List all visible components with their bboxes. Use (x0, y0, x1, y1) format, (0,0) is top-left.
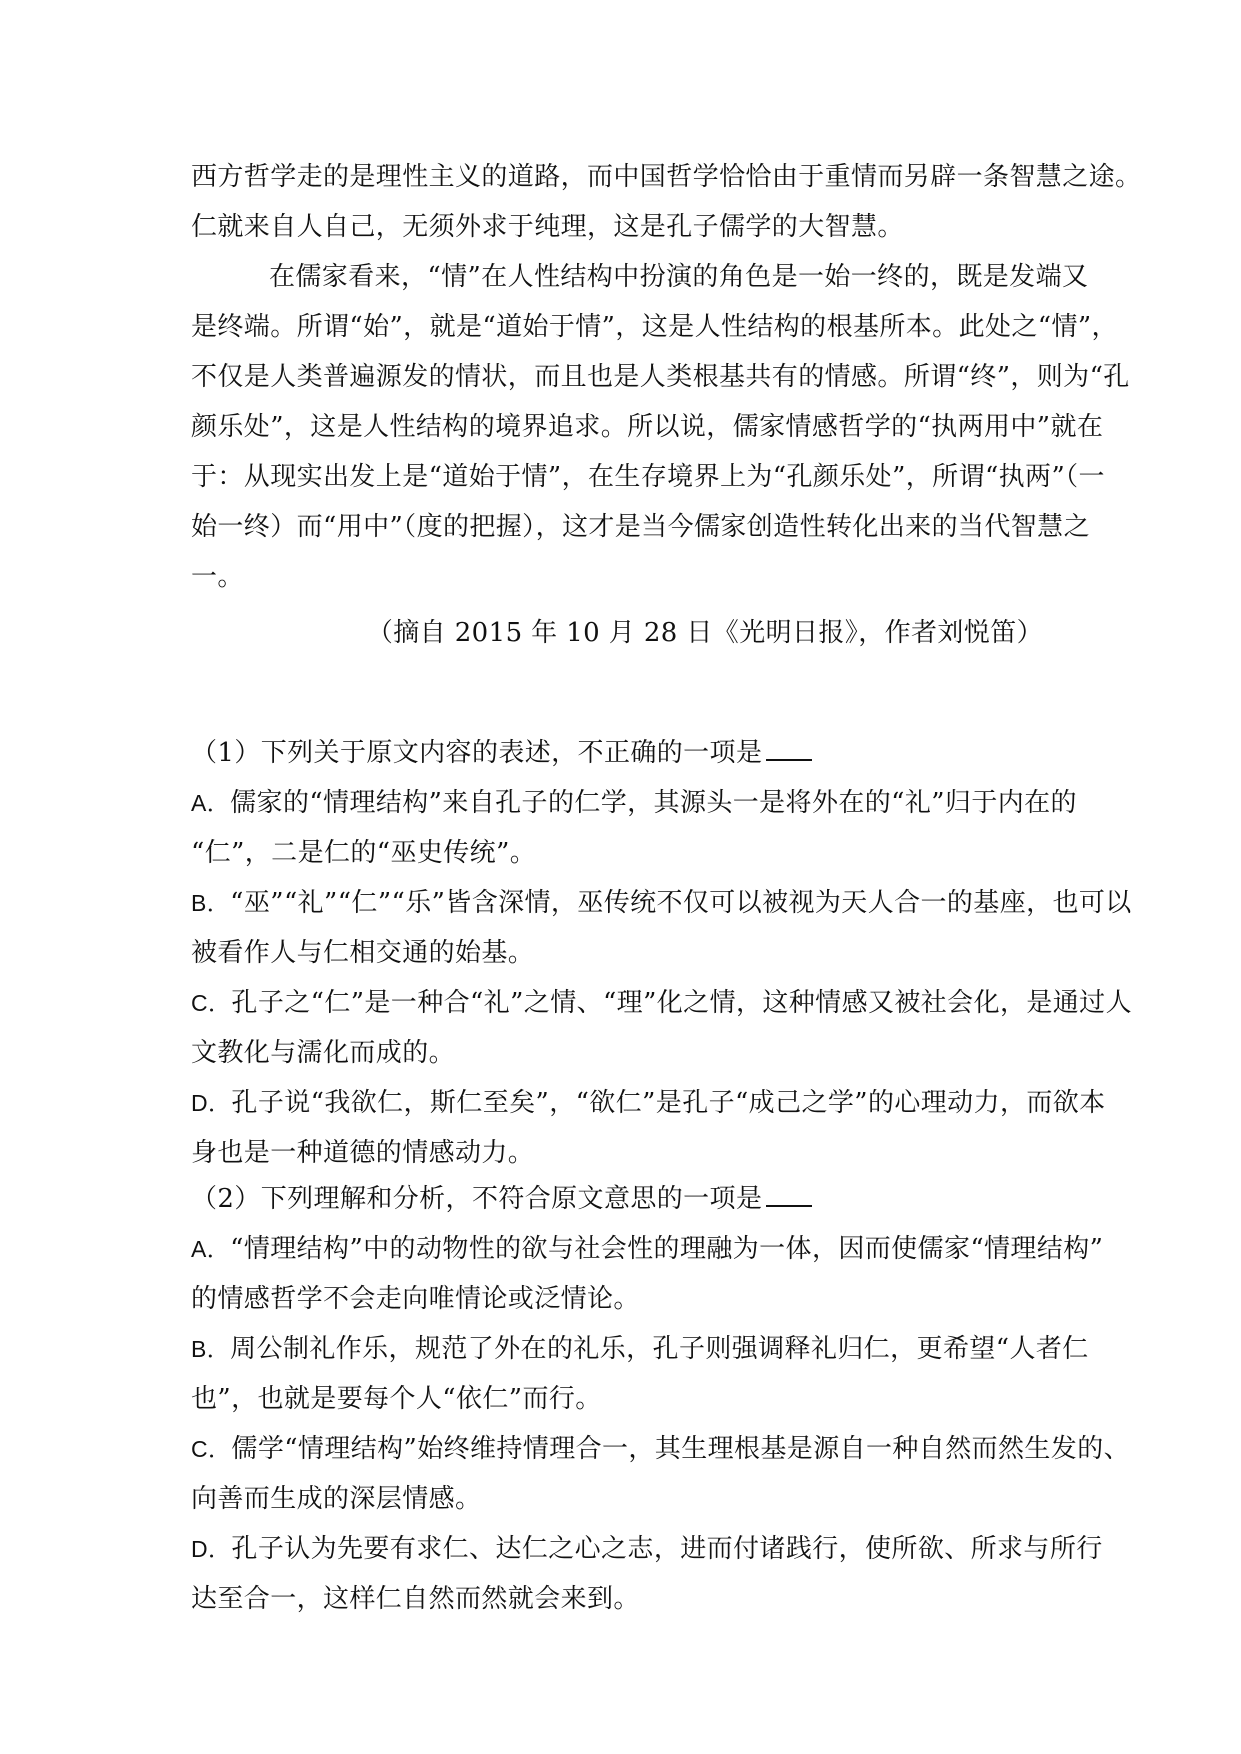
passage-line: 一。 (191, 562, 244, 592)
passage-line: 颜乐处”，这是人性结构的境界追求。所以说，儒家情感哲学的“执两用中”就在 (191, 412, 1104, 442)
option-letter: B． (191, 890, 231, 916)
option-text: 孔子说“我欲仁，斯仁至矣”，“欲仁”是孔子“成己之学”的心理动力，而欲本 (231, 1088, 1106, 1118)
option-text: 儒学“情理结构”始终维持情理合一，其生理根基是源自一种自然而然生发的、 (231, 1434, 1131, 1464)
passage-line: 于：从现实出发上是“道始于情”，在生存境界上为“孔颜乐处”，所谓“执两”（一 (191, 462, 1105, 492)
option-a (191, 778, 1077, 878)
option-b (191, 878, 1132, 978)
option-line (191, 978, 1132, 1028)
question-title (191, 1174, 1061, 1224)
option-text: 儒家的“情理结构”来自孔子的仁学，其源头一是将外在的“礼”归于内在的 (230, 788, 1077, 818)
question-title (191, 728, 1061, 778)
passage-line: 始一终）而“用中”（度的把握），这才是当今儒家创造性转化出来的当代智慧之 (191, 512, 1090, 542)
question-2 (191, 1174, 1131, 1624)
question-title-text: （2）下列理解和分析，不符合原文意思的一项是 (191, 1184, 763, 1214)
option-text: 孔子之“仁”是一种合“礼”之情、“理”化之情，这种情感又被社会化，是通过人 (231, 988, 1132, 1018)
option-line: 文教化与濡化而成的。 (191, 1038, 456, 1068)
option-letter: A． (191, 790, 231, 816)
option-a (191, 1224, 1104, 1324)
source-citation: （摘自 2015 年 10 月 28 日《光明日报》，作者刘悦笛） (366, 618, 1043, 648)
option-line (191, 1324, 1089, 1374)
option-line (191, 1424, 1131, 1474)
option-line (191, 1524, 1103, 1574)
option-d (191, 1078, 1106, 1178)
option-line: 的情感哲学不会走向唯情论或泛情论。 (191, 1284, 640, 1314)
document-page (191, 152, 1142, 1624)
option-letter: B． (191, 1336, 231, 1362)
option-c (191, 1424, 1131, 1524)
answer-blank (766, 737, 812, 761)
option-line (191, 778, 1077, 828)
option-line: 向善而生成的深层情感。 (191, 1484, 482, 1514)
option-line (191, 878, 1132, 928)
option-text: “巫”“礼”“仁”“乐”皆含深情，巫传统不仅可以被视为天人合一的基座，也可以 (230, 888, 1132, 918)
option-letter: C． (191, 990, 232, 1016)
passage-line: 在儒家看来，“情”在人性结构中扮演的角色是一始一终的，既是发端又 (269, 262, 1089, 292)
answer-blank (766, 1183, 812, 1207)
passage-line: 西方哲学走的是理性主义的道路，而中国哲学恰恰由于重情而另辟一条智慧之途。 (191, 162, 1142, 192)
option-line (191, 1078, 1106, 1128)
option-letter: D． (191, 1090, 232, 1116)
option-c (191, 978, 1132, 1078)
passage-paragraph-1 (191, 152, 1142, 252)
option-line: 达至合一，这样仁自然而然就会来到。 (191, 1584, 640, 1614)
passage-line: 是终端。所谓“始”，就是“道始于情”，这是人性结构的根基所本。此处之“情”， (191, 312, 1118, 342)
option-line: 也”，也就是要每个人“依仁”而行。 (191, 1384, 602, 1414)
option-letter: D． (191, 1536, 232, 1562)
question-1 (191, 728, 1132, 1178)
spacer (191, 658, 1061, 728)
option-text: “情理结构”中的动物性的欲与社会性的理融为一体，因而使儒家“情理结构” (230, 1234, 1104, 1264)
passage-paragraph-2 (191, 252, 1130, 602)
option-text: 孔子认为先要有求仁、达仁之心之志，进而付诸践行，使所欲、所求与所行 (231, 1534, 1103, 1564)
option-letter: A． (191, 1236, 231, 1262)
passage-line: 仁就来自人自己，无须外求于纯理，这是孔子儒学的大智慧。 (191, 212, 904, 242)
option-letter: C． (191, 1436, 232, 1462)
option-line (191, 1224, 1104, 1274)
option-line: “仁”，二是仁的“巫史传统”。 (191, 838, 537, 868)
passage-line: 不仅是人类普遍源发的情状，而且也是人类根基共有的情感。所谓“终”，则为“孔 (191, 362, 1130, 392)
option-d (191, 1524, 1103, 1624)
option-text: 周公制礼作乐，规范了外在的礼乐，孔子则强调释礼归仁，更希望“人者仁 (230, 1334, 1089, 1364)
option-line: 被看作人与仁相交通的始基。 (191, 938, 535, 968)
question-title-text: （1）下列关于原文内容的表述，不正确的一项是 (191, 738, 763, 768)
option-line: 身也是一种道德的情感动力。 (191, 1138, 535, 1168)
option-b (191, 1324, 1089, 1424)
